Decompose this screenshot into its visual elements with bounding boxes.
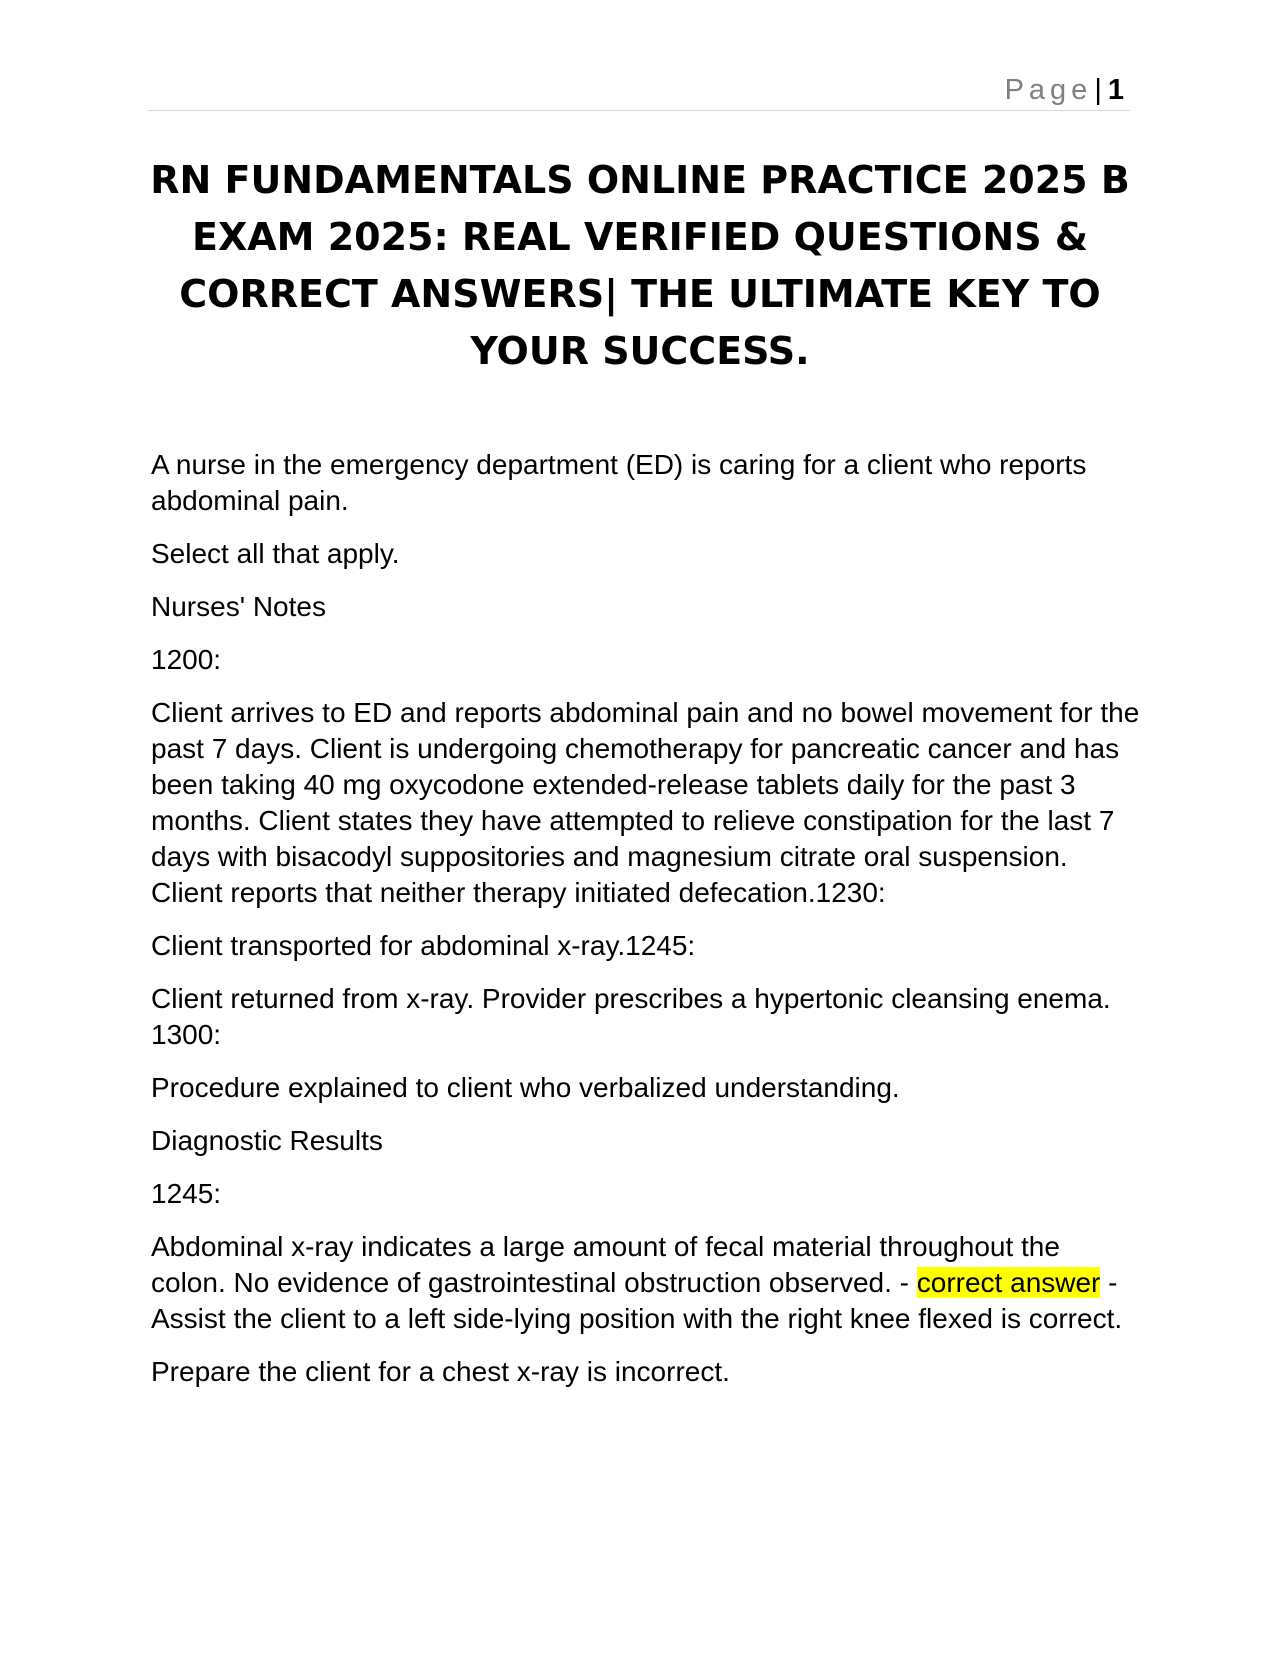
answer-text: - Assist the client to a left side-lying position with the right knee flexed is correct. <box>151 1267 1123 1334</box>
paragraph-xray-result <box>151 1229 1141 1337</box>
document-body <box>151 447 1141 1407</box>
paragraph-note-1200: Client arrives to ED and reports abdominal pain and no bowel movement for the past 7 days. Client is undergoing chemotherapy for pancreatic cancer and has been taking 40 mg oxycodone extended-release tablets daily for the past 3 months. Client states they have attempted to relieve constipation for the last 7 days with bisacodyl suppositories and magnesium citrate oral suspension. Client reports that neither therapy initiated defecation.1230: <box>151 697 1140 908</box>
highlighted-answer-label: correct answer <box>916 1267 1101 1298</box>
paragraph-note-1230: Client transported for abdominal x-ray.1245: <box>151 930 696 961</box>
page-separator: | <box>1094 74 1102 106</box>
paragraph-instruction: Select all that apply. <box>151 538 400 569</box>
paragraph-incorrect-option: Prepare the client for a chest x-ray is incorrect. <box>151 1356 730 1387</box>
section-heading-nurses-notes: Nurses' Notes <box>151 591 326 622</box>
time-label: 1245: <box>151 1178 222 1209</box>
result-text: Abdominal x-ray indicates a large amount of fecal material throughout the colon. No evidence of gastrointestinal obstruction observed. - <box>151 1231 1060 1298</box>
document-title: RN FUNDAMENTALS ONLINE PRACTICE 2025 B EXAM 2025: REAL VERIFIED QUESTIONS & CORRECT ANSWERS| THE ULTIMATE KEY TO YOUR SUCCESS. <box>150 158 1130 373</box>
paragraph-note-1245: Client returned from x-ray. Provider prescribes a hypertonic cleansing enema. 1300: <box>151 983 1111 1050</box>
page-header <box>148 74 1130 111</box>
time-label: 1200: <box>151 644 222 675</box>
page-number: 1 <box>1107 74 1124 106</box>
section-heading-diagnostic-results: Diagnostic Results <box>151 1125 383 1156</box>
paragraph-note-1300: Procedure explained to client who verbalized understanding. <box>151 1072 900 1103</box>
page-label: Page <box>1004 74 1093 106</box>
paragraph-intro: A nurse in the emergency department (ED) is caring for a client who reports abdominal pain. <box>151 449 1087 516</box>
